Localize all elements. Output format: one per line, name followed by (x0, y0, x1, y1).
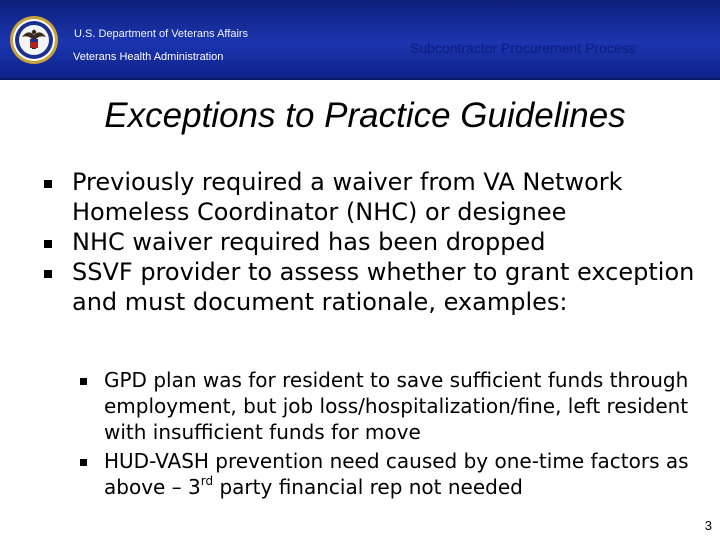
sub-bullet-text: GPD plan was for resident to save sufficient funds through employment, but job loss/hospitalization/fine, left resident with insufficient funds for move (104, 368, 689, 444)
bullet-text: Previously required a waiver from VA Network Homeless Coordinator (NHC) or designee (72, 168, 623, 226)
list-item (80, 448, 700, 500)
list-item (40, 257, 700, 317)
va-seal-icon (9, 15, 59, 65)
square-bullet-icon (44, 240, 52, 248)
header-banner (0, 0, 720, 80)
list-item (80, 367, 700, 445)
square-bullet-icon (80, 378, 87, 385)
square-bullet-icon (80, 459, 87, 466)
bullet-list (40, 167, 700, 317)
square-bullet-icon (44, 270, 52, 278)
administration-name: Veterans Health Administration (73, 51, 224, 63)
sub-bullet-text-start: HUD-VASH prevention need caused by one-time factors as above – 3 (104, 449, 689, 499)
slide-title: Exceptions to Practice Guidelines (104, 96, 626, 135)
square-bullet-icon (44, 180, 52, 188)
ordinal-superscript: rd (200, 474, 214, 488)
list-item (40, 227, 700, 257)
bullet-text: SSVF provider to assess whether to grant exception and must document rationale, examples: (72, 258, 695, 316)
agency-name: U.S. Department of Veterans Affairs (74, 28, 249, 40)
sub-bullet-text-end: party financial rep not needed (213, 475, 523, 499)
bullet-text: NHC waiver required has been dropped (72, 228, 546, 256)
page-number: 3 (704, 518, 712, 533)
list-item (40, 167, 700, 227)
sub-bullet-list (80, 367, 700, 503)
presentation-topic: Subcontractor Procurement Process (410, 40, 636, 56)
